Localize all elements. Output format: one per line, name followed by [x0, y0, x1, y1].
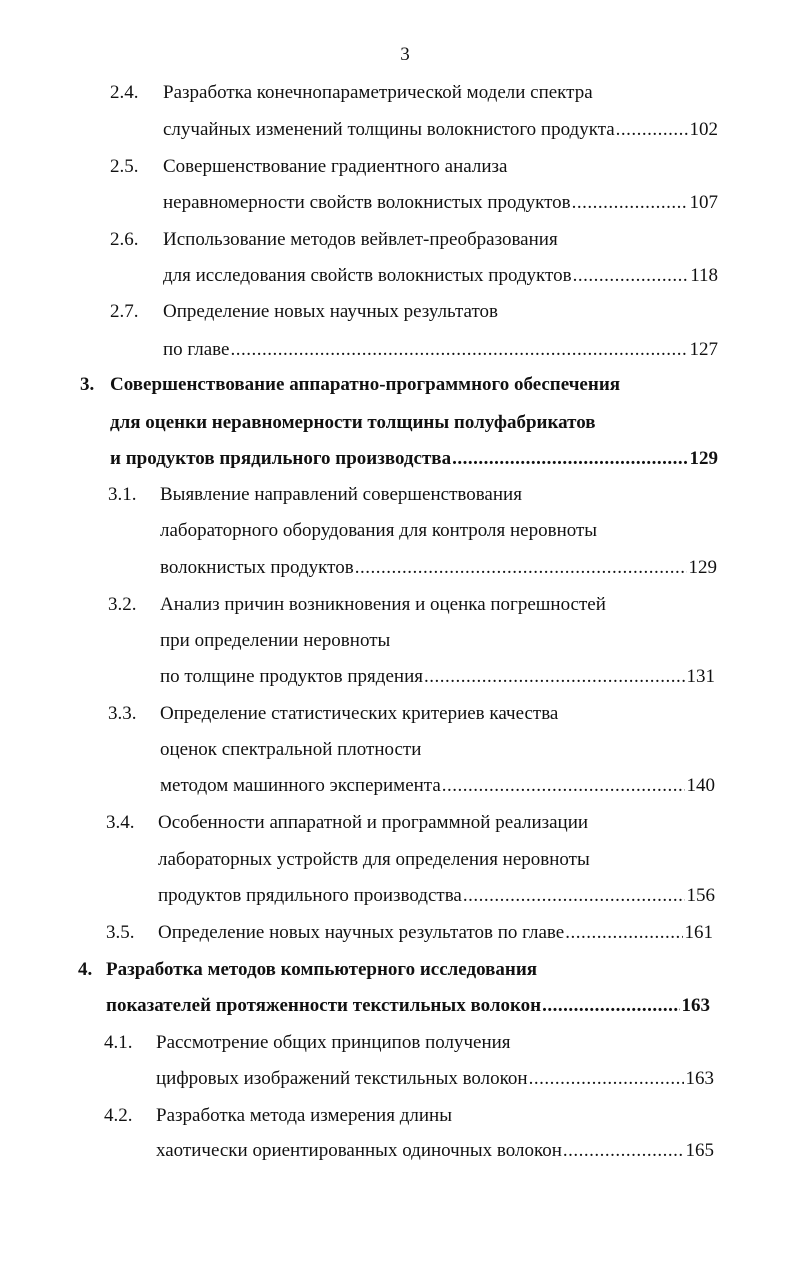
toc-entry-line: Совершенствование градиентного анализа: [163, 156, 508, 177]
dot-leader: [442, 771, 685, 801]
dot-leader: [230, 335, 687, 365]
toc-entry-number: 3.2.: [108, 594, 137, 615]
toc-entry-line: по толщине продуктов прядения ..... 131: [160, 662, 715, 692]
toc-entry-number: 4.2.: [104, 1105, 133, 1126]
toc-entry-number: 4.1.: [104, 1032, 133, 1053]
toc-entry-line: методом машинного эксперимента ..... 140: [160, 771, 715, 801]
toc-entry-page: 156: [686, 885, 715, 906]
toc-entry-line: Анализ причин возникновения и оценка погрешностей: [160, 594, 606, 615]
toc-chapter-line: показателей протяженности текстильных волокон ..... 163: [106, 991, 710, 1021]
dot-leader: [355, 553, 687, 583]
toc-chapter-line: и продуктов прядильного производства ..... 129: [110, 444, 718, 474]
toc-chapter-number: 3.: [80, 374, 95, 395]
dot-leader: [452, 444, 687, 474]
toc-entry-number: 3.3.: [108, 703, 137, 724]
toc-entry-line: Разработка конечнопараметрической модели спектра: [163, 82, 593, 103]
toc-entry-line: Определение новых научных результатов: [163, 301, 498, 322]
toc-entry-number: 3.1.: [108, 484, 137, 505]
toc-entry-line: продуктов прядильного производства ..... 156: [158, 881, 715, 911]
toc-entry-line: цифровых изображений текстильных волокон ..... 163: [156, 1064, 714, 1094]
toc-entry-line: Определение статистических критериев качества: [160, 703, 559, 724]
toc-entry-page: 107: [689, 192, 718, 213]
toc-entry-line: при определении неровноты: [160, 630, 391, 651]
toc-entry-line: Определение новых научных результатов по главе ..... 161: [158, 918, 713, 948]
toc-entry-line: неравномерности свойств волокнистых продуктов ..... 107: [163, 188, 718, 218]
toc-entry-number: 2.5.: [110, 156, 139, 177]
toc-entry-line: Разработка метода измерения длины: [156, 1105, 452, 1126]
dot-leader: [563, 1136, 684, 1166]
toc-entry-page: 129: [689, 448, 718, 469]
toc-entry-page: 163: [681, 995, 710, 1016]
toc-entry-line: по главе ..... 127: [163, 335, 718, 365]
toc-entry-page: 118: [690, 265, 718, 286]
toc-entry-page: 140: [686, 775, 715, 796]
toc-entry-line: Использование методов вейвлет-преобразования: [163, 229, 558, 250]
page-number: 3: [400, 44, 410, 65]
toc-chapter-line: Разработка методов компьютерного исследования: [106, 959, 538, 980]
dot-leader: [529, 1064, 684, 1094]
toc-entry-line: Особенности аппаратной и программной реализации: [158, 812, 589, 833]
toc-entry-number: 3.5.: [106, 922, 135, 943]
toc-entry-line: Рассмотрение общих принципов получения: [156, 1032, 511, 1053]
toc-entry-line: случайных изменений толщины волокнистого продукта ..... 102: [163, 115, 718, 145]
toc-entry-number: 2.4.: [110, 82, 139, 103]
toc-chapter-line: Совершенствование аппаратно-программного обеспечения: [110, 374, 621, 395]
dot-leader: [542, 991, 679, 1021]
dot-leader: [616, 115, 688, 145]
toc-entry-line: Выявление направлений совершенствования: [160, 484, 522, 505]
dot-leader: [572, 188, 688, 218]
toc-entry-line: лабораторного оборудования для контроля неровноты: [160, 520, 598, 541]
toc-entry-page: 127: [689, 339, 718, 360]
dot-leader: [565, 918, 682, 948]
toc-entry-number: 2.7.: [110, 301, 139, 322]
toc-chapter-line: для оценки неравномерности толщины полуфабрикатов: [110, 412, 596, 433]
toc-entry-line: волокнистых продуктов ..... 129: [160, 553, 717, 583]
toc-entry-number: 2.6.: [110, 229, 139, 250]
toc-entry-page: 102: [689, 119, 718, 140]
toc-entry-line: оценок спектральной плотности: [160, 739, 422, 760]
dot-leader: [424, 662, 685, 692]
toc-chapter-number: 4.: [78, 959, 93, 980]
toc-entry-line: лабораторных устройств для определения неровноты: [158, 849, 590, 870]
toc-entry-page: 163: [685, 1068, 714, 1089]
toc-entry-line: хаотически ориентированных одиночных волокон ..... 165: [156, 1136, 714, 1166]
dot-leader: [573, 261, 689, 291]
toc-entry-page: 165: [685, 1140, 714, 1161]
toc-entry-line: для исследования свойств волокнистых продуктов ..... 118: [163, 261, 718, 291]
dot-leader: [463, 881, 685, 911]
toc-entry-page: 161: [684, 922, 713, 943]
toc-entry-page: 129: [688, 557, 717, 578]
toc-entry-page: 131: [686, 666, 715, 687]
toc-entry-number: 3.4.: [106, 812, 135, 833]
